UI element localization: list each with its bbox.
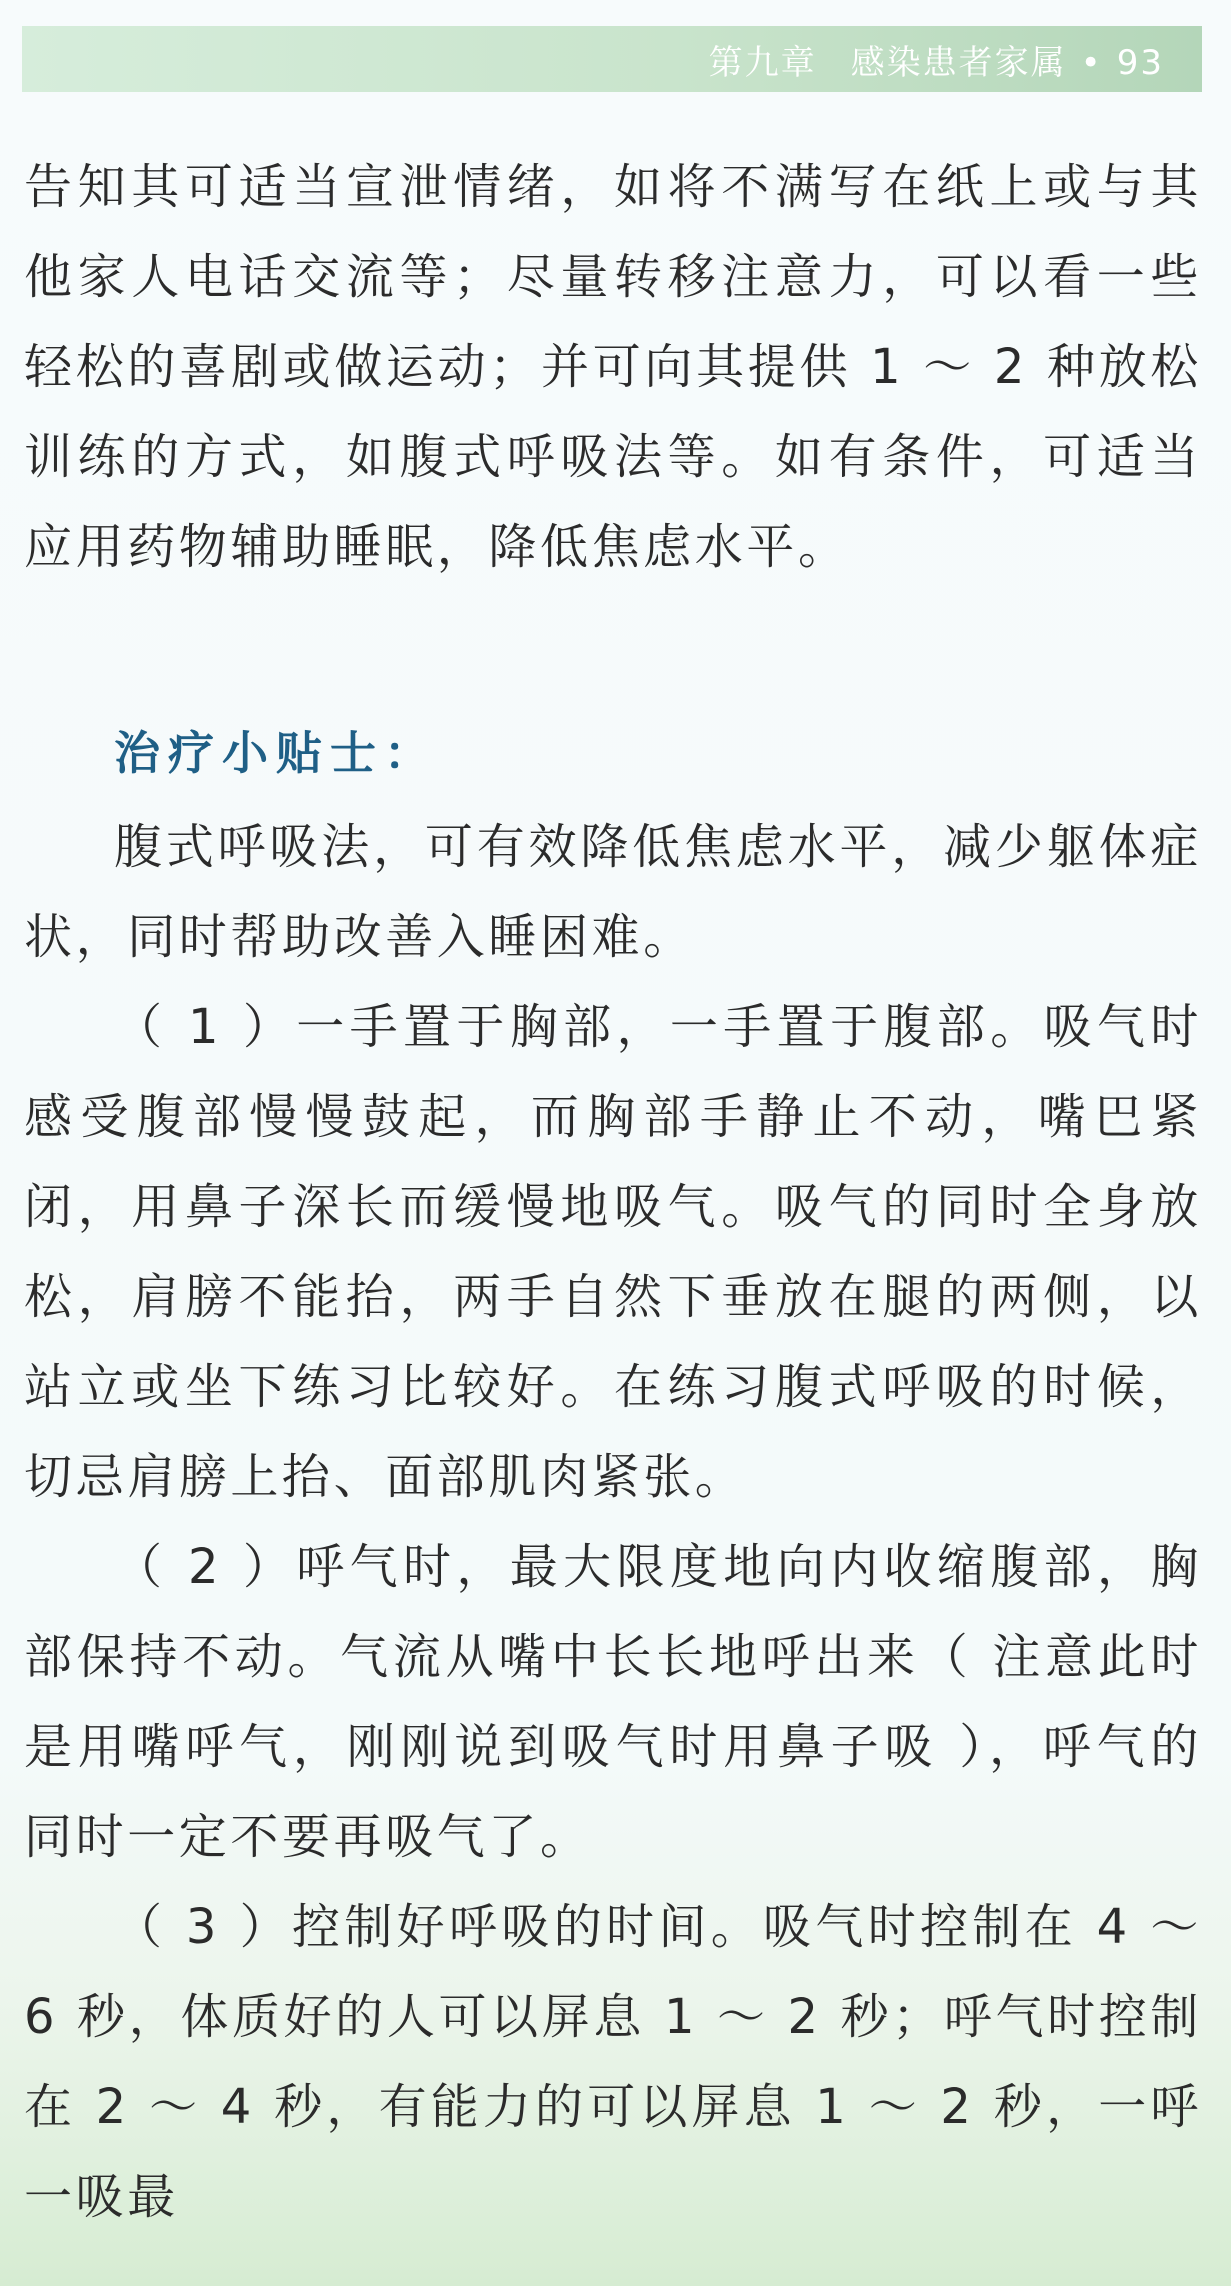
page-number: 93 — [1116, 42, 1164, 83]
step-1-paragraph: （ 1 ）一手置于胸部，一手置于腹部。吸气时感受腹部慢慢鼓起，而胸部手静止不动，嘴巴紧闭，用鼻子深长而缓慢地吸气。吸气的同时全身放松，肩膀不能抬，两手自然下垂放在腿的两侧，以站立或坐下练习比较好。在练习腹式呼吸的时候，切忌肩膀上抬、面部肌肉紧张。 — [24, 999, 1202, 1505]
section-title: 感染患者家属 — [850, 42, 1067, 83]
intro-paragraph: 告知其可适当宣泄情绪，如将不满写在纸上或与其他家人电话交流等；尽量转移注意力，可以看一些轻松的喜剧或做运动；并可向其提供 1 ～ 2 种放松训练的方式，如腹式呼吸法等。如有条件，可适当应用药物辅助睡眠，降低焦虑水平。 — [24, 159, 1202, 575]
running-header-text — [709, 35, 1164, 84]
running-header — [22, 26, 1202, 92]
step-3-paragraph: （ 3 ）控制好呼吸的时间。吸气时控制在 4 ～ 6 秒，体质好的人可以屏息 1 ～ 2 秒；呼气时控制在 2 ～ 4 秒，有能力的可以屏息 1 ～ 2 秒，一呼一吸最 — [24, 1899, 1202, 2225]
header-bullet: • — [1080, 42, 1103, 83]
step-2-paragraph: （ 2 ）呼气时，最大限度地向内收缩腹部，胸部保持不动。气流从嘴中长长地呼出来（ 注意此时是用嘴呼气，刚刚说到吸气时用鼻子吸 ），呼气的同时一定不要再吸气了。 — [24, 1539, 1202, 1865]
section-gap — [24, 592, 1202, 704]
tip-intro-paragraph: 腹式呼吸法，可有效降低焦虑水平，减少躯体症状，同时帮助改善入睡困难。 — [24, 819, 1202, 965]
page-body — [24, 142, 1202, 2242]
chapter-label: 第九章 — [708, 42, 817, 83]
tip-heading: 治疗小贴士： — [114, 726, 438, 780]
